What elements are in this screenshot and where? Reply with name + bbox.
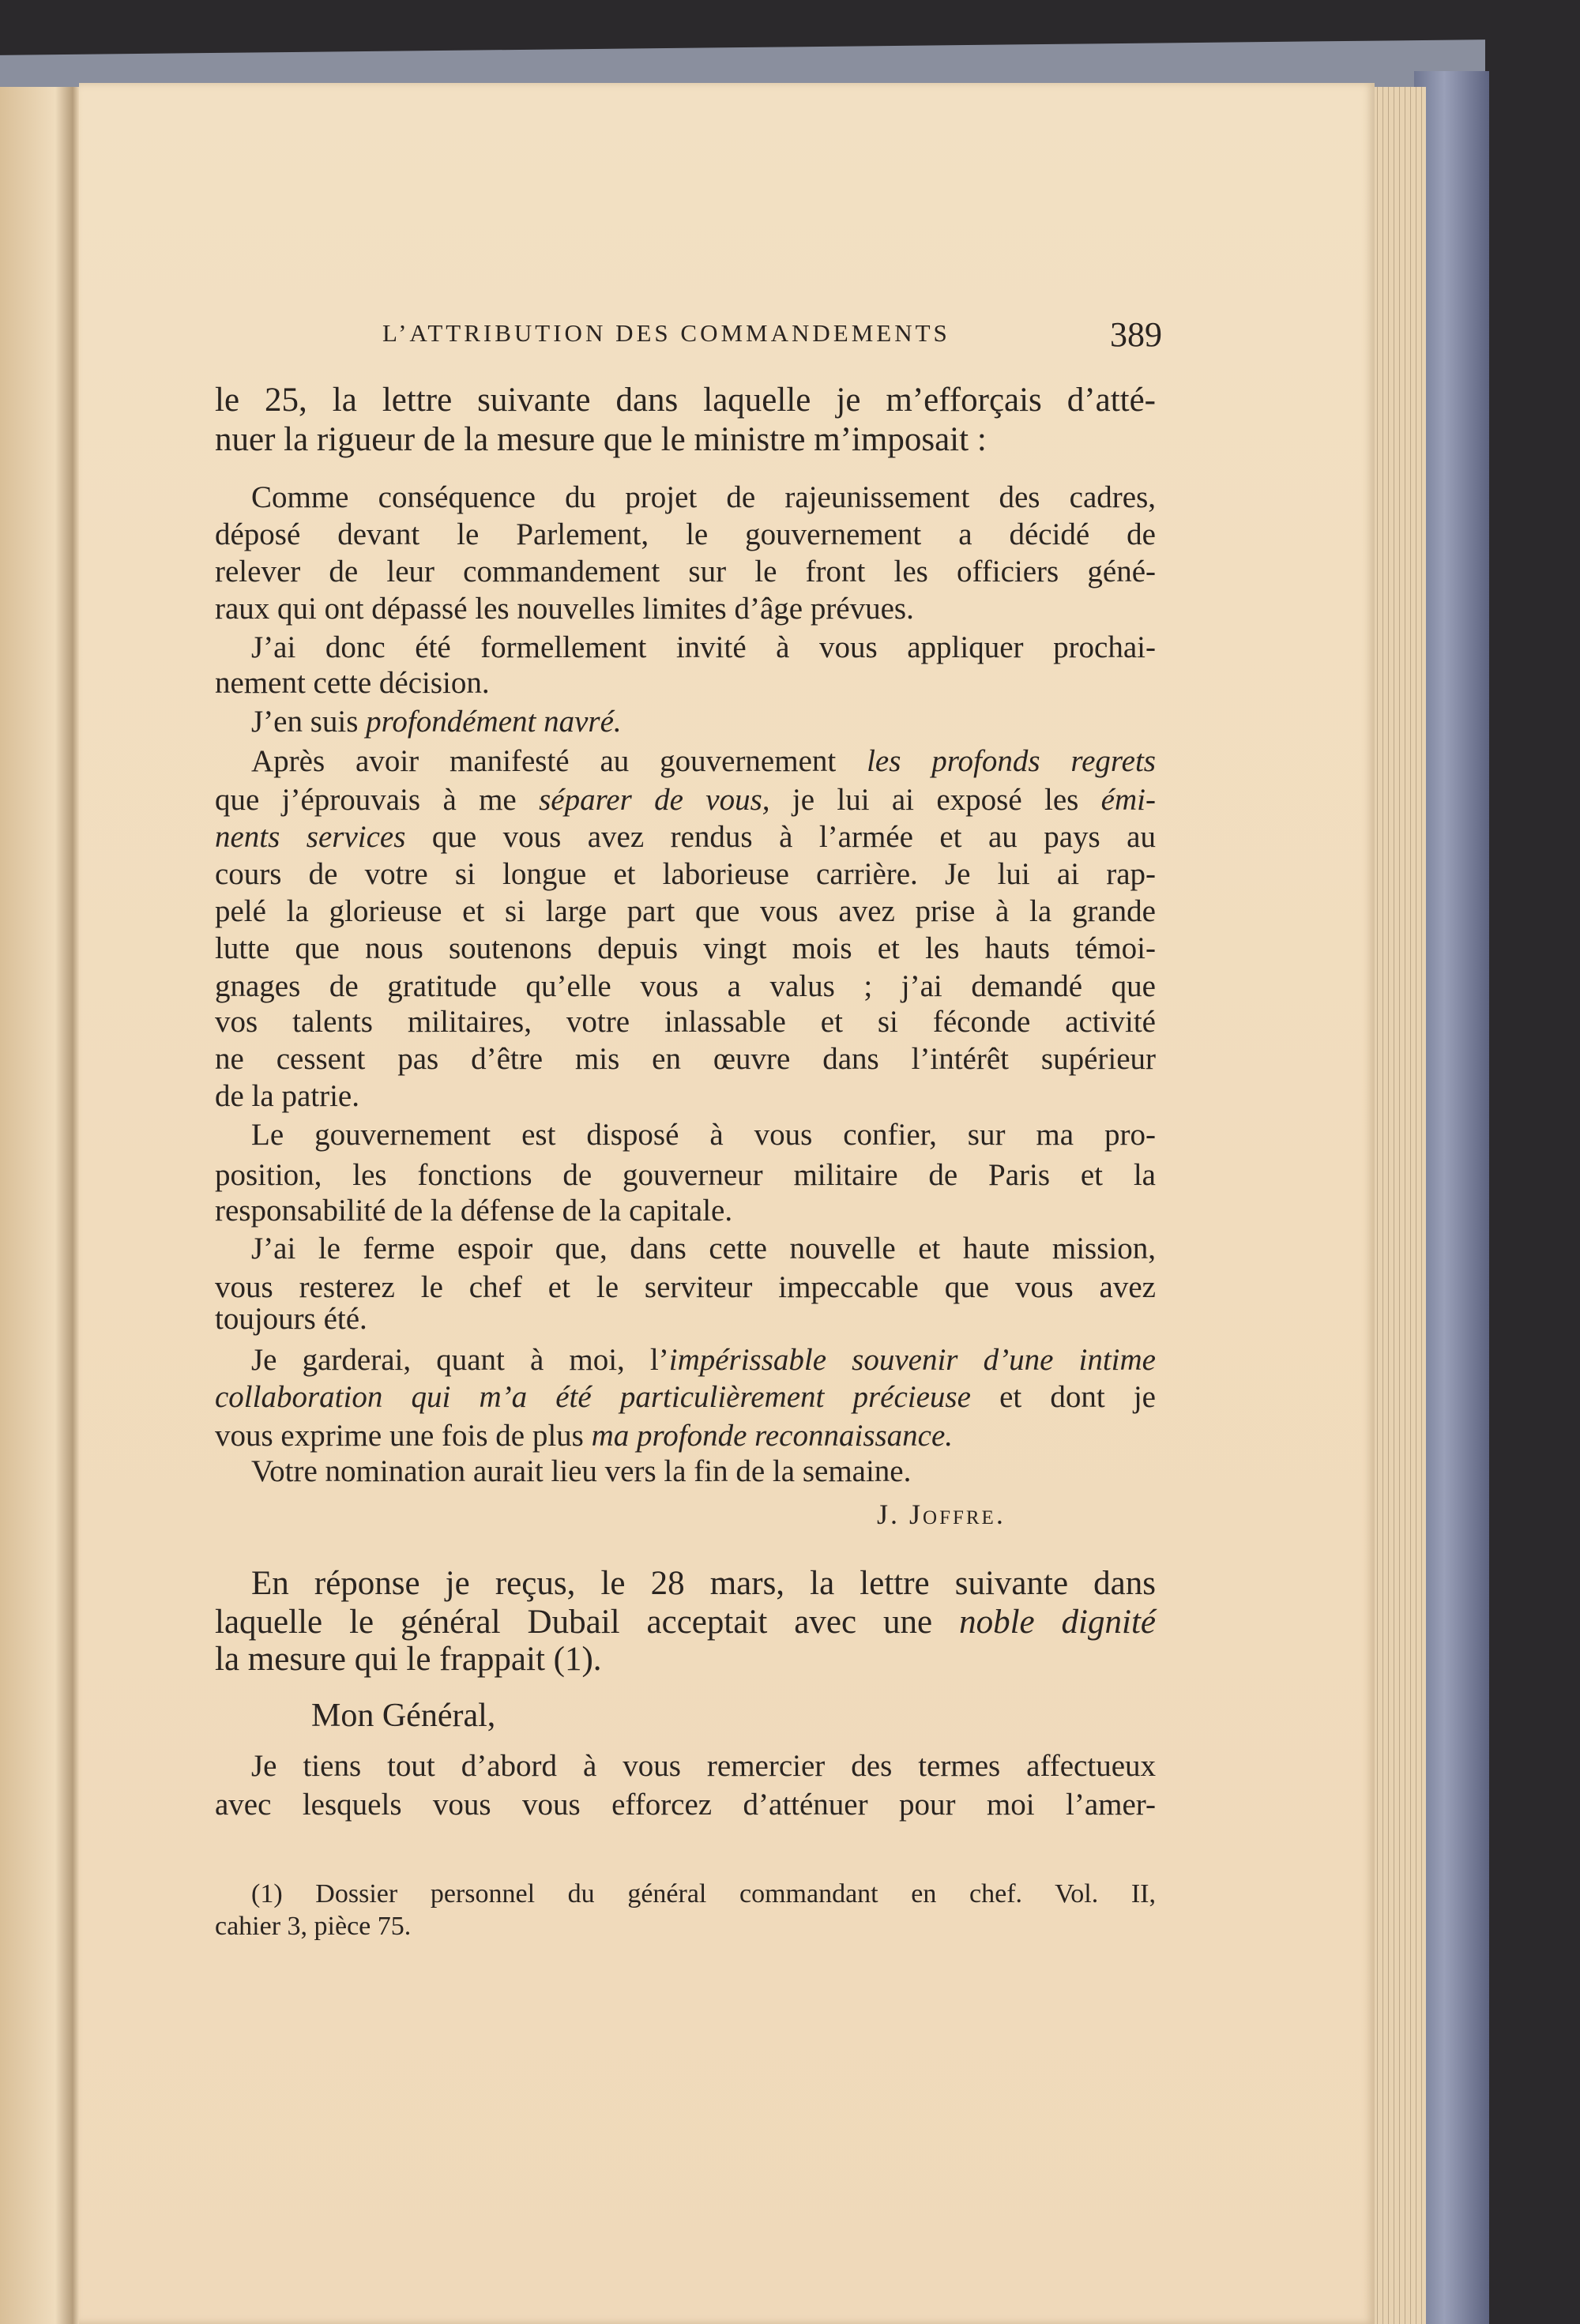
text-run: Comme conséquence du projet de rajeunissement des cadres, [251,480,1156,515]
text-run: position, les fonctions de gouverneur militaire de Paris et la [215,1157,1156,1192]
text-run: pelé la glorieuse et si large part que vous avez prise à la grande [215,893,1156,928]
text-line [215,1189,1156,1233]
text-run: vos talents militaires, votre inlassable et si féconde activité [215,1005,1156,1040]
text-line [251,1227,1156,1271]
text-line [251,1744,1156,1788]
italic-text: les profonds regrets [867,744,1156,779]
text-run: nement cette décision. [215,665,490,700]
text-run: ne cessent pas d’être mis en œuvre dans l’intérêt supérieur [215,1042,1156,1077]
footnote-line [215,1905,1156,1949]
text-run: que j’éprouvais à me [215,783,540,818]
text-line [251,1562,1156,1606]
text-line [215,927,1156,971]
text-run: responsabilité de la défense de la capitale. [215,1193,733,1228]
text-run: je lui ai exposé les [769,783,1101,818]
text-line [215,661,1156,705]
text-run: et dont je [970,1380,1156,1415]
text-run: avec lesquels vous vous efforcez d’atténuer pour moi l’amer- [215,1787,1156,1822]
salutation: Mon Général, [311,1698,496,1734]
text-run: le 25, la lettre suivante dans laquelle je m’efforçais d’atté- [215,381,1156,419]
page-number: 389 [1110,315,1162,354]
text-run: laquelle le général Dubail acceptait avec une [215,1604,960,1641]
text-run: Après avoir manifesté au gouvernement [251,744,867,779]
text-line [215,1074,1156,1119]
italic-text: impérissable souvenir d’une intime [668,1343,1156,1378]
text-line [215,1638,1156,1682]
italic-text: séparer de vous, [539,783,770,818]
book-gutter [0,87,79,2324]
text-run: relever de leur commandement sur le front les officiers géné- [215,555,1156,589]
text-run: de la patrie. [215,1079,359,1114]
text-run: toujours été. [215,1301,367,1336]
text-line [251,1113,1156,1157]
italic-text: profondément navré. [366,704,622,739]
text-run: nuer la rigueur de la mesure que le ministre m’imposait : [215,421,987,459]
text-run: cahier 3, pièce 75. [215,1911,412,1941]
italic-text: collaboration qui m’a été particulièrement précieuse [215,1380,971,1415]
text-line [215,1297,1156,1341]
signature: J. Joffre. [877,1499,1006,1530]
text-run: (1) Dossier personnel du général commandant en chef. Vol. II, [251,1878,1156,1908]
page-stack-edge [1367,87,1426,2324]
running-title: L’ATTRIBUTION DES COMMANDEMENTS [382,319,950,347]
text-run: En réponse je reçus, le 28 mars, la lettre suivante dans [251,1565,1156,1603]
text-line [251,700,1156,744]
text-run: vous exprime une fois de plus [215,1418,592,1453]
text-run: Le gouvernement est disposé à vous confier, sur ma pro- [251,1118,1156,1153]
text-run: Votre nomination aurait lieu vers la fin de la semaine. [251,1453,912,1488]
text-run: lutte que nous soutenons depuis vingt mois et les hauts témoi- [215,931,1156,965]
text-run: la mesure qui le frappait (1). [215,1641,602,1679]
text-line [215,1375,1156,1420]
italic-text: ma profonde reconnaissance. [591,1418,954,1453]
text-run: raux qui ont dépassé les nouvelles limites d’âge prévues. [215,592,914,626]
text-run: Je tiens tout d’abord à vous remercier des termes affectueux [251,1749,1156,1784]
italic-text: émi- [1100,783,1156,818]
text-line [215,378,1156,423]
italic-text: noble dignité [959,1604,1156,1641]
text-line [215,587,1156,631]
italic-text: nents services [215,819,406,854]
text-run: Je garderai, quant à moi, l’ [251,1343,669,1378]
text-line [251,1450,1156,1494]
text-run: J’ai le ferme espoir que, dans cette nouvelle et haute mission, [251,1232,1156,1266]
text-run: J’ai donc été formellement invité à vous appliquer prochai- [251,630,1156,664]
text-line [251,739,1156,784]
text-run: cours de votre si longue et laborieuse carrière. Je lui ai rap- [215,856,1156,891]
text-line [215,1783,1156,1827]
text-run: vous resterez le chef et le serviteur impeccable que vous avez [215,1270,1156,1305]
text-run: que vous avez rendus à l’armée et au pays au [405,819,1156,854]
text-run: J’en suis [251,704,367,739]
text-run: gnages de gratitude qu’elle vous a valus ; j’ai demandé que [215,969,1156,1004]
text-run: déposé devant le Parlement, le gouvernement a décidé de [215,517,1156,552]
text-line [215,418,1156,462]
